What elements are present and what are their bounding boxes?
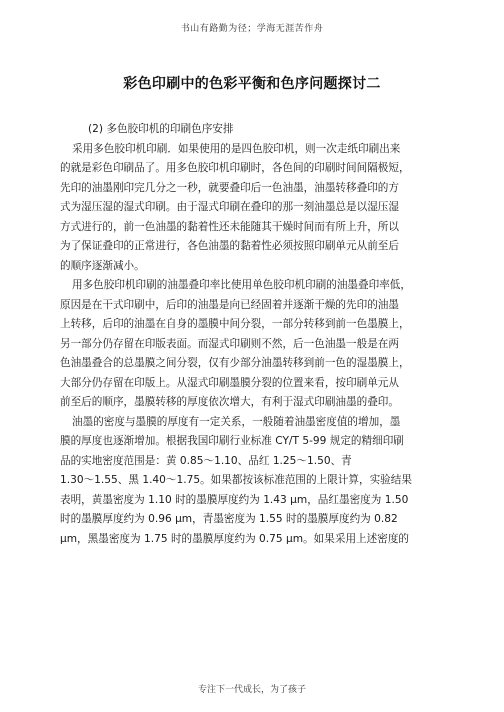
paragraph-line: 为了保证叠印的正常进行，各色油墨的黏着性必须按照印刷单元从前至后 <box>60 240 399 252</box>
paragraph-line: 油墨的密度与墨膜的厚度有一定关系，一般随着油墨密度值的增加，墨 <box>72 415 401 428</box>
footer-motto: 专注下一代成长，为了孩子 <box>197 685 306 695</box>
paragraph-line: 先印的油墨刚印完几分之一秒，就要叠印后一色油墨，油墨转移叠印的方 <box>60 181 399 194</box>
section-heading: (2) 多色胶印机的印刷色序安排 <box>88 123 234 135</box>
paragraph-line: 用多色胶印机印刷的油墨叠印率比使用单色胶印机印刷的油墨叠印率低， <box>72 279 411 291</box>
paragraph-line: 1.30～1.55、黑 1.40～1.75。如果都按该标准范围的上限计算，实验结果 <box>60 474 412 486</box>
header-motto: 书山有路勤为径；学海无涯苦作舟 <box>180 24 324 34</box>
paragraph-line: 表明，黄墨密度为 1.10 时的墨膜厚度约为 1.43 μm，品红墨密度为 1.50 <box>60 493 409 506</box>
paragraph-line: 原因是在干式印刷中，后印的油墨是向已经固着并逐渐干燥的先印的油墨 <box>60 298 399 311</box>
document-body <box>60 120 450 549</box>
paragraph-line: 大部分仍存留在印版上。从湿式印刷墨膜分裂的位置来看，按印刷单元从 <box>60 376 399 389</box>
paragraph-line: 膜的厚度也逐渐增加。根据我国印刷行业标准 CY/T 5-99 规定的精细印刷 <box>60 435 404 447</box>
paragraph-line: 另一部分仍存留在印版表面。而湿式印刷则不然，后一色油墨一般是在两 <box>60 337 399 350</box>
paragraph-line: 式为湿压湿的湿式印刷。由于湿式印刷在叠印的那一刻油墨总是以湿压湿 <box>60 201 399 213</box>
paragraph-line: 方式进行的，前一色油墨的黏着性还未能随其干燥时间而有所上升，所以 <box>60 220 399 233</box>
paragraph-line: 的就是彩色印刷品了。用多色胶印机印刷时，各色间的印刷时间间隔极短， <box>60 162 410 174</box>
paragraph-line: μm，黑墨密度为 1.75 时的墨膜厚度约为 0.75 μm。如果采用上述密度的 <box>60 532 410 545</box>
paragraph-line: 采用多色胶印机印刷．如果使用的是四色胶印机，则一次走纸印刷出来 <box>72 142 401 155</box>
document-title: 彩色印刷中的色彩平衡和色序问题探讨二 <box>123 76 381 92</box>
paragraph-line: 的顺序逐渐减小。 <box>60 259 145 272</box>
paragraph-line: 前至后的顺序，墨膜转移的厚度依次增大，有利于湿式印刷油墨的叠印。 <box>60 396 399 408</box>
paragraph-line: 时的墨膜厚度约为 0.96 μm，青墨密度为 1.55 时的墨膜厚度约为 0.82 <box>60 513 398 525</box>
paragraph-line: 品的实地密度范围是：黄 0.85～1.10、品红 1.25～1.50、青 <box>60 454 352 467</box>
paragraph-line: 色油墨叠合的总墨膜之间分裂，仅有少部分油墨转移到前一色的湿墨膜上， <box>60 357 410 369</box>
paragraph-line: 上转移，后印的油墨在自身的墨膜中间分裂，一部分转移到前一色墨膜上， <box>60 318 410 330</box>
